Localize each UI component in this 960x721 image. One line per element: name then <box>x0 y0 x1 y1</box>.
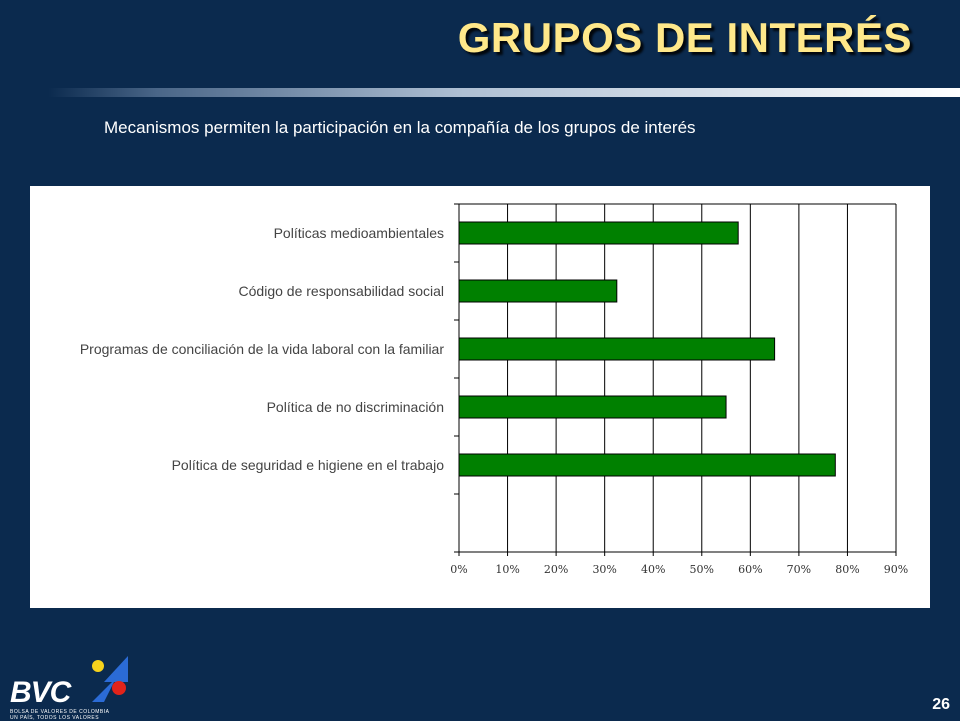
x-tick-label: 20% <box>543 563 569 576</box>
bar <box>459 396 726 418</box>
category-label: Política de seguridad e higiene en el trabajo <box>171 457 444 473</box>
x-tick-label: 50% <box>689 563 715 576</box>
category-label: Política de no discriminación <box>266 399 444 415</box>
x-tick-label: 70% <box>786 563 812 576</box>
x-tick-label: 40% <box>640 563 666 576</box>
bar <box>459 338 775 360</box>
page-number: 26 <box>932 696 950 713</box>
category-label: Código de responsabilidad social <box>238 283 444 299</box>
bar <box>459 454 835 476</box>
chart-subtitle: Mecanismos permiten la participación en la compañía de los grupos de interés <box>104 118 696 137</box>
slide-title: GRUPOS DE INTERÉS <box>457 14 912 61</box>
chart-panel <box>30 186 930 608</box>
bvc-logo <box>4 654 144 721</box>
x-tick-label: 0% <box>450 563 468 576</box>
bar-chart <box>30 186 930 608</box>
logo-tagline-1: BOLSA DE VALORES DE COLOMBIA <box>10 709 110 715</box>
x-tick-label: 60% <box>738 563 763 576</box>
x-tick-label: 10% <box>495 563 520 576</box>
logo-wordmark: BVC <box>10 676 71 709</box>
x-tick-label: 30% <box>592 563 617 576</box>
x-tick-label: 90% <box>883 563 909 576</box>
title-divider <box>48 88 960 97</box>
category-label: Políticas medioambientales <box>273 225 444 241</box>
bar <box>459 222 738 244</box>
logo-tagline-2: UN PAÍS, TODOS LOS VALORES <box>10 715 100 721</box>
bar <box>459 280 617 302</box>
x-tick-label: 80% <box>835 563 860 576</box>
category-label: Programas de conciliación de la vida laboral con la familiar <box>79 341 444 357</box>
